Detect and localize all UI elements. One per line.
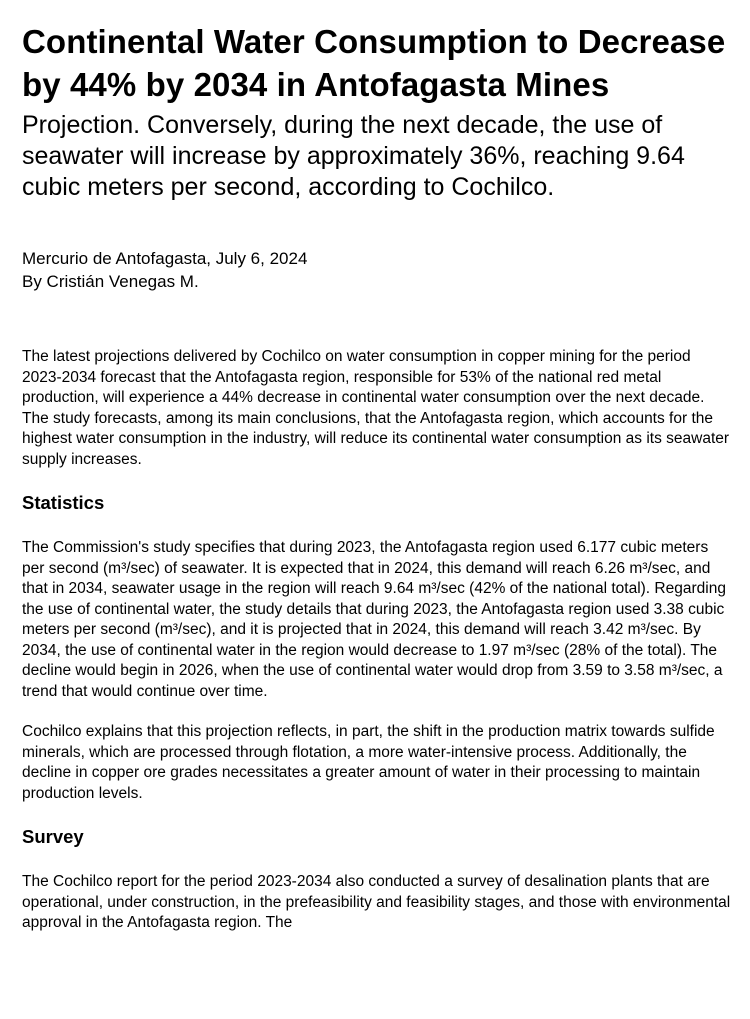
intro-paragraph: The latest projections delivered by Cochilco on water consumption in copper mining for the period 2023-2034 forecast that the Antofagasta region, responsible for 53% of the national red metal production, will experience a 44% decrease in continental water consumption over the next decade. The study forecasts, among its main conclusions, that the Antofagasta region, which accounts for the highest water consumption in the industry, will reduce its continental water consumption as its seawater supply increases. (22, 348, 730, 468)
article-subheadline: Projection. Conversely, during the next decade, the use of seawater will increase by approximately 36%, reaching 9.64 cubic meters per second, according to Cochilco. (22, 111, 685, 201)
article-headline: Continental Water Consumption to Decrease by 44% by 2034 in Antofagasta Mines (22, 23, 726, 103)
statistics-paragraph-2: Cochilco explains that this projection reflects, in part, the shift in the production matrix towards sulfide minerals, which are processed through flotation, a more water-intensive process. Additionally, the decline in copper ore grades necessitates a greater amount of water in their processing to maintain production levels. (22, 723, 715, 802)
section-title-statistics: Statistics (22, 492, 105, 513)
source-line: Mercurio de Antofagasta, July 6, 2024 (22, 249, 308, 268)
statistics-paragraph-1: The Commission's study specifies that during 2023, the Antofagasta region used 6.177 cubic meters per second (m³/sec) of seawater. It is expected that in 2024, this demand will reach 6.26 m³/sec, and that in 2034, seawater usage in the region will reach 9.64 m³/sec (42% of the national total). Regarding the use of continental water, the study details that during 2023, the Antofagasta region used 3.38 cubic meters per second (m³/sec), and it is projected that in 2024, this demand will reach 3.42 m³/sec. By 2034, the use of continental water in the region would decrease to 1.97 m³/sec (28% of the total). The decline would begin in 2026, when the use of continental water would drop from 3.59 to 3.58 m³/sec, a trend that would continue over time. (22, 539, 726, 700)
article-meta (22, 247, 732, 293)
section-title-survey: Survey (22, 826, 84, 847)
survey-paragraph-1: The Cochilco report for the period 2023-2034 also conducted a survey of desalination plants that are operational, under construction, in the prefeasibility and feasibility stages, and those with environmental approval in the Antofagasta region. The (22, 873, 731, 931)
byline: By Cristián Venegas M. (22, 272, 199, 291)
